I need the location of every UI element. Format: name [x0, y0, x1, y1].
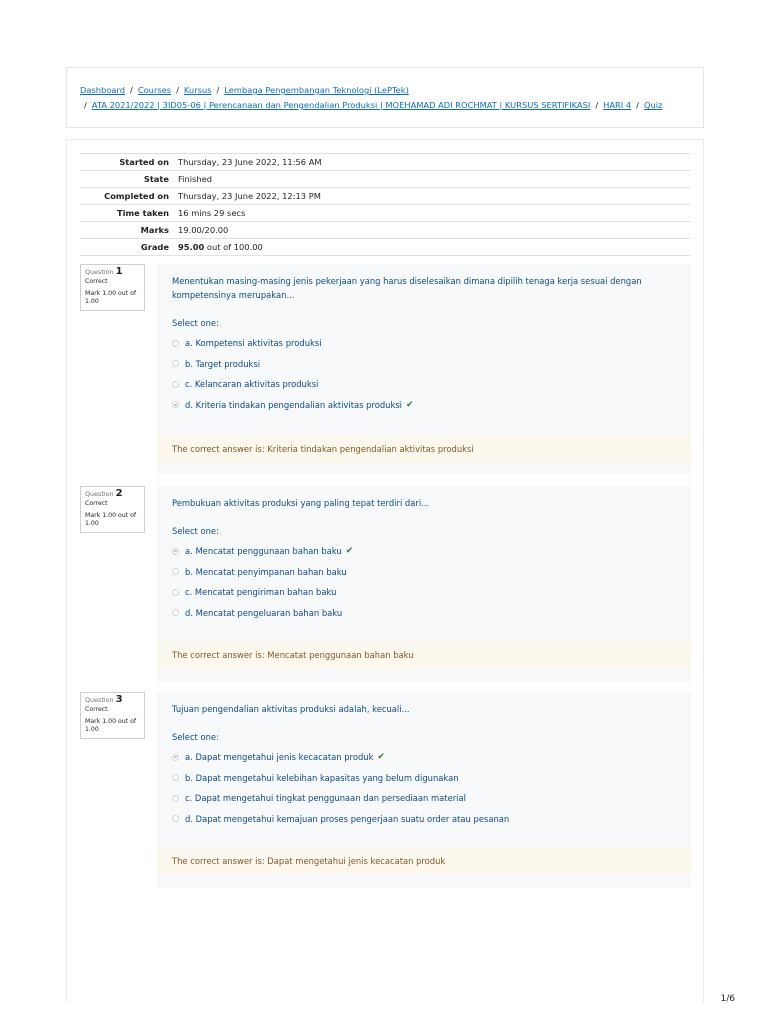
summary-label: Started on	[119, 157, 169, 167]
answer-options	[172, 333, 681, 415]
grade-value: 95.00	[178, 242, 205, 252]
radio-button[interactable]	[172, 360, 179, 367]
radio-button[interactable]	[172, 568, 179, 575]
question-state: Correct	[85, 500, 108, 507]
summary-value: 19.00/20.00	[178, 225, 229, 235]
question-text: Menentukan masing-masing jenis pekerjaan yang harus diselesaikan dimana dipilih tenaga kerja sesuai dengan kompetensinya merupakan...	[172, 276, 642, 300]
question-mark: Mark 1.00 out of 1.00	[85, 718, 137, 733]
question-state: Correct	[85, 706, 108, 713]
breadcrumb-dashboard-link[interactable]: Dashboard	[80, 85, 126, 95]
option-label: d. Mencatat pengeluaran bahan baku	[185, 607, 343, 618]
check-icon: ✔	[345, 546, 354, 557]
question-info-box	[80, 264, 145, 311]
radio-button[interactable]	[172, 609, 179, 616]
radio-button-checked[interactable]	[172, 754, 179, 761]
radio-button-checked[interactable]	[172, 548, 179, 555]
question-content	[157, 692, 691, 888]
question-formulation	[157, 486, 691, 623]
summary-label: Completed on	[104, 191, 169, 201]
summary-value	[173, 239, 691, 256]
radio-button[interactable]	[172, 589, 179, 596]
breadcrumb-separator: /	[130, 85, 133, 95]
breadcrumb-separator: /	[176, 85, 179, 95]
radio-button-checked[interactable]	[172, 401, 179, 408]
correct-answer-feedback: The correct answer is: Kriteria tindakan pengendalian aktivitas produksi	[157, 435, 691, 463]
summary-row-state	[80, 171, 691, 188]
question-number	[85, 696, 140, 704]
answer-option[interactable]	[172, 788, 681, 809]
radio-button[interactable]	[172, 774, 179, 781]
summary-label: Marks	[140, 225, 169, 235]
option-label: c. Dapat mengetahui tingkat penggunaan dan persediaan material	[185, 793, 466, 804]
option-label: b. Mencatat penyimpanan bahan baku	[185, 566, 347, 577]
answer-option[interactable]	[172, 809, 681, 830]
option-label: b. Dapat mengetahui kelebihan kapasitas yang belum digunakan	[185, 772, 459, 783]
question-mark: Mark 1.00 out of 1.00	[85, 512, 137, 527]
question-formulation	[157, 264, 691, 415]
answer-option[interactable]	[172, 768, 681, 789]
summary-row-marks	[80, 222, 691, 239]
grade-out-of: out of 100.00	[204, 242, 263, 252]
option-label: d. Dapat mengetahui kemajuan proses pengerjaan suatu order atau pesanan	[185, 813, 510, 824]
question-state: Correct	[85, 278, 108, 285]
answer-option[interactable]	[172, 333, 681, 354]
question-label: Question	[85, 696, 114, 704]
check-icon: ✔	[406, 399, 414, 410]
question-number-value: 2	[115, 488, 123, 499]
radio-button[interactable]	[172, 381, 179, 388]
option-label: c. Mencatat pengiriman bahan baku	[185, 587, 337, 598]
radio-button[interactable]	[172, 815, 179, 822]
breadcrumb	[66, 67, 704, 128]
summary-row-completed	[80, 188, 691, 205]
breadcrumb-courses-link[interactable]: Courses	[137, 85, 172, 95]
question-text: Tujuan pengendalian aktivitas produksi adalah, kecuali...	[172, 704, 410, 714]
question-number	[85, 268, 140, 276]
option-label: c. Kelancaran aktivitas produksi	[185, 379, 319, 390]
option-label: b. Target produksi	[185, 358, 261, 369]
summary-value: Finished	[178, 174, 212, 184]
breadcrumb-hari4-link[interactable]: HARI 4	[603, 100, 632, 110]
radio-button[interactable]	[172, 795, 179, 802]
breadcrumb-kursus-link[interactable]: Kursus	[183, 85, 212, 95]
question-label: Question	[85, 490, 114, 498]
check-icon: ✔	[377, 752, 385, 763]
breadcrumb-quiz-link[interactable]: Quiz	[643, 100, 663, 110]
summary-row-started	[80, 154, 691, 171]
answer-options	[172, 747, 681, 829]
summary-value: Thursday, 23 June 2022, 11:56 AM	[178, 157, 322, 167]
question-number-value: 3	[115, 694, 123, 705]
answer-option[interactable]	[172, 395, 681, 416]
summary-row-grade	[80, 239, 691, 256]
question-text: Pembukuan aktivitas produksi yang paling tepat terdiri dari...	[172, 498, 430, 508]
answer-option[interactable]	[172, 541, 681, 562]
summary-label: State	[143, 174, 169, 184]
summary-value: Thursday, 23 June 2022, 12:13 PM	[178, 191, 321, 201]
summary-value: 16 mins 29 secs	[178, 208, 246, 218]
question-mark: Mark 1.00 out of 1.00	[85, 290, 137, 305]
page-number: 1/6	[720, 994, 735, 1004]
question-number-value: 1	[115, 266, 123, 277]
breadcrumb-separator: /	[216, 85, 220, 95]
question-info-box	[80, 486, 145, 533]
answer-options	[172, 541, 681, 623]
summary-label: Time taken	[116, 208, 169, 218]
answer-option[interactable]	[172, 747, 681, 768]
correct-answer-feedback: The correct answer is: Dapat mengetahui jenis kecacatan produk	[157, 847, 691, 875]
question-info-box	[80, 692, 145, 739]
option-label: a. Mencatat penggunaan bahan baku	[185, 546, 342, 557]
summary-label: Grade	[140, 242, 169, 252]
select-one-prompt: Select one:	[172, 732, 219, 742]
question-content	[157, 486, 691, 682]
question-label: Question	[85, 268, 114, 276]
answer-option[interactable]	[172, 603, 681, 624]
answer-option[interactable]	[172, 354, 681, 375]
option-label: d. Kriteria tindakan pengendalian aktivitas produksi	[185, 399, 403, 410]
correct-answer-feedback: The correct answer is: Mencatat penggunaan bahan baku	[157, 641, 691, 669]
breadcrumb-separator: /	[595, 100, 599, 110]
answer-option[interactable]	[172, 582, 681, 603]
question-content	[157, 264, 691, 474]
question-number	[85, 490, 140, 498]
answer-option[interactable]	[172, 562, 681, 583]
breadcrumb-line-1	[80, 85, 409, 96]
select-one-prompt: Select one:	[172, 318, 219, 328]
breadcrumb-course-link[interactable]: ATA 2021/2022 | 3ID05-06 | Perencanaan dan Pengendalian Produksi | MOEHAMAD ADI ROCHMAT | KURSUS SERTIFIKASI	[91, 100, 591, 110]
answer-option[interactable]	[172, 374, 681, 395]
question-formulation	[157, 692, 691, 829]
radio-button[interactable]	[172, 340, 179, 347]
option-label: a. Dapat mengetahui jenis kecacatan produk	[185, 752, 374, 763]
breadcrumb-separator: /	[84, 100, 87, 110]
select-one-prompt: Select one:	[172, 526, 219, 536]
breadcrumb-line-2	[80, 100, 662, 111]
breadcrumb-separator: /	[636, 100, 639, 110]
attempt-summary-table	[80, 153, 691, 256]
option-label: a. Kompetensi aktivitas produksi	[185, 338, 322, 349]
summary-row-time-taken	[80, 205, 691, 222]
breadcrumb-leptek-link[interactable]: Lembaga Pengembangan Teknologi (LePTek)	[224, 85, 409, 95]
